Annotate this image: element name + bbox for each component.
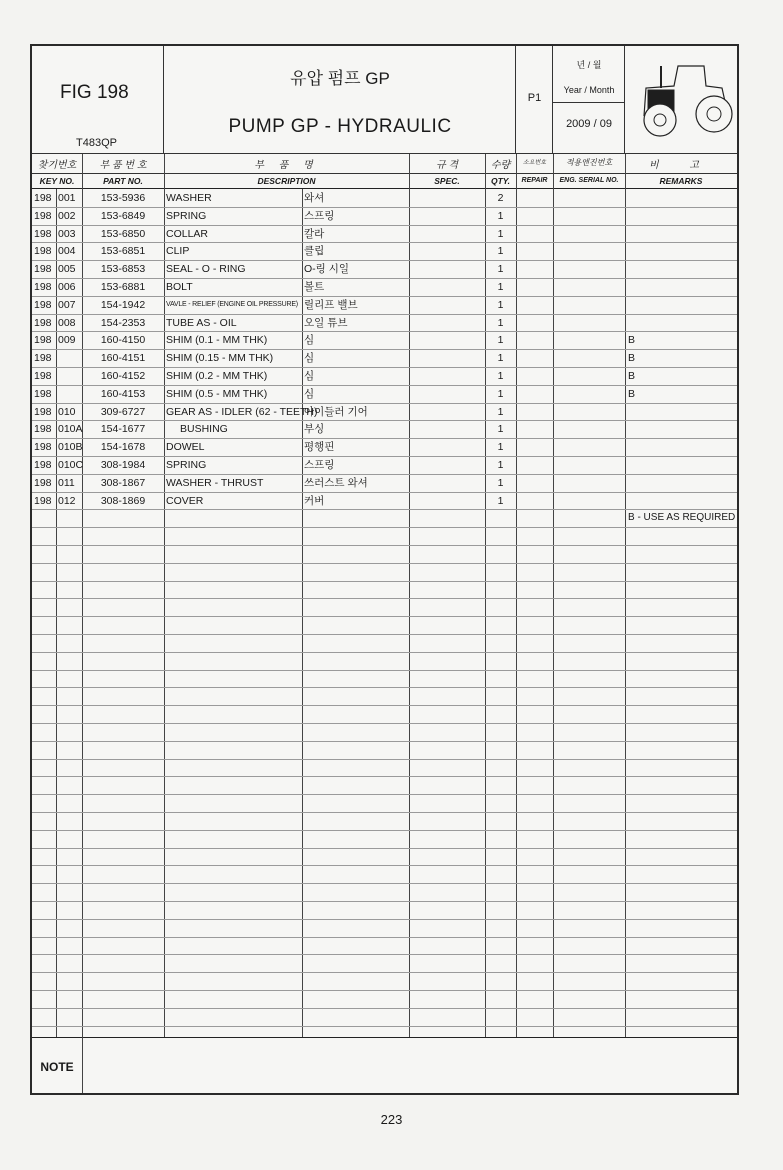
row-fig-number: 198	[34, 281, 52, 293]
col-part-kr: 부 품 번 호	[99, 160, 147, 171]
row-fig-number: 198	[34, 477, 52, 489]
row-fig-number: 198	[34, 245, 52, 257]
row-key-number: 009	[58, 334, 76, 346]
row-description: SHIM (0.1 - MM THK)	[166, 334, 268, 346]
row-key-number: 003	[58, 228, 76, 240]
row-part-number: 308-1867	[100, 477, 146, 489]
col-serial-kr: 적용엔진번호	[565, 158, 613, 167]
row-remark: B	[628, 352, 636, 364]
note-label: NOTE	[40, 1060, 74, 1074]
page-number: 223	[380, 1112, 403, 1127]
row-remark: B	[628, 370, 636, 382]
tractor-icon	[634, 58, 734, 140]
row-key-number: 005	[58, 263, 76, 275]
row-part-number: 154-2353	[100, 317, 146, 329]
row-description: VAVLE - RELIEF (ENGINE OIL PRESSURE)	[166, 301, 298, 308]
row-key-number: 010A	[58, 423, 83, 435]
row-part-number: 308-1869	[100, 495, 146, 507]
row-description: SHIM (0.2 - MM THK)	[166, 370, 268, 382]
col-part-en: PART NO.	[103, 176, 143, 186]
col-remarks-en: REMARKS	[659, 176, 703, 186]
row-description: BUSHING	[180, 423, 228, 435]
row-quantity: 2	[497, 192, 504, 204]
col-desc-kr: 부 품 명	[254, 160, 319, 171]
row-key-number: 002	[58, 210, 76, 222]
row-korean-name: 클립	[304, 245, 325, 257]
col-qty-kr: 수량	[490, 160, 511, 171]
row-fig-number: 198	[34, 388, 52, 400]
row-quantity: 1	[497, 228, 504, 240]
row-fig-number: 198	[34, 423, 52, 435]
row-quantity: 1	[497, 352, 504, 364]
row-part-number: 160-4153	[100, 388, 146, 400]
row-part-number: 308-1984	[100, 459, 146, 471]
row-remark: B	[628, 334, 636, 346]
row-key-number: 012	[58, 495, 76, 507]
col-repair-en: REPAIR	[521, 177, 548, 184]
row-fig-number: 198	[34, 210, 52, 222]
row-description: BOLT	[166, 281, 193, 293]
row-korean-name: 스프링	[304, 210, 335, 222]
row-korean-name: 칼라	[304, 228, 325, 240]
row-korean-name: O-링 시일	[304, 263, 350, 275]
row-fig-number: 198	[34, 406, 52, 418]
col-qty-en: QTY.	[490, 176, 511, 186]
row-remark: B - USE AS REQUIRED	[628, 512, 736, 523]
row-part-number: 153-6849	[100, 210, 146, 222]
row-description: CLIP	[166, 245, 190, 257]
row-korean-name: 심	[304, 370, 315, 382]
row-korean-name: 오일 튜브	[304, 317, 348, 329]
row-part-number: 154-1677	[100, 423, 146, 435]
col-spec-kr: 규 격	[435, 160, 459, 171]
year-month-kr: 년 / 월	[576, 60, 602, 70]
row-part-number: 154-1678	[100, 441, 146, 453]
col-serial-en: ENG. SERIAL NO.	[559, 177, 619, 184]
row-description: WASHER - THRUST	[166, 477, 264, 489]
row-description: GEAR AS - IDLER (62 - TEETH)	[166, 406, 318, 418]
row-fig-number: 198	[34, 263, 52, 275]
fig-label: FIG 198	[60, 82, 129, 103]
row-quantity: 1	[497, 210, 504, 222]
row-fig-number: 198	[34, 495, 52, 507]
row-quantity: 1	[497, 495, 504, 507]
row-korean-name: 심	[304, 388, 315, 400]
row-key-number: 010B	[58, 441, 83, 453]
row-key-number: 008	[58, 317, 76, 329]
row-part-number: 153-6853	[100, 263, 146, 275]
row-quantity: 1	[497, 388, 504, 400]
row-korean-name: 스프링	[304, 459, 335, 471]
row-key-number: 004	[58, 245, 76, 257]
row-fig-number: 198	[34, 334, 52, 346]
row-fig-number: 198	[34, 370, 52, 382]
row-fig-number: 198	[34, 441, 52, 453]
row-korean-name: 쓰러스트 와셔	[304, 477, 368, 489]
row-part-number: 309-6727	[100, 406, 146, 418]
col-desc-en: DESCRIPTION	[257, 176, 316, 186]
row-description: SPRING	[166, 459, 207, 471]
row-quantity: 1	[497, 459, 504, 471]
row-remark: B	[628, 388, 636, 400]
row-description: TUBE AS - OIL	[166, 317, 237, 329]
year-month-en: Year / Month	[563, 85, 615, 95]
row-korean-name: 아이들러 기어	[304, 406, 368, 418]
row-quantity: 1	[497, 281, 504, 293]
row-description: WASHER	[166, 192, 212, 204]
row-quantity: 1	[497, 406, 504, 418]
row-part-number: 153-6850	[100, 228, 146, 240]
row-quantity: 1	[497, 299, 504, 311]
row-description: SHIM (0.15 - MM THK)	[166, 352, 274, 364]
row-description: SHIM (0.5 - MM THK)	[166, 388, 268, 400]
row-fig-number: 198	[34, 299, 52, 311]
row-key-number: 007	[58, 299, 76, 311]
row-quantity: 1	[497, 317, 504, 329]
row-quantity: 1	[497, 441, 504, 453]
row-part-number: 153-5936	[100, 192, 146, 204]
row-quantity: 1	[497, 334, 504, 346]
row-key-number: 011	[58, 477, 75, 489]
year-month-value: 2009 / 09	[566, 118, 612, 130]
row-fig-number: 198	[34, 192, 52, 204]
row-description: DOWEL	[166, 441, 205, 453]
row-part-number: 160-4152	[100, 370, 146, 382]
title-korean: 유압 펌프 GP	[290, 69, 390, 88]
row-key-number: 010	[58, 406, 76, 418]
row-quantity: 1	[497, 477, 504, 489]
row-description: COLLAR	[166, 228, 209, 240]
row-fig-number: 198	[34, 459, 52, 471]
col-key-kr: 찾기번호	[37, 160, 77, 171]
row-korean-name: 부싱	[304, 423, 325, 435]
col-key-en: KEY NO.	[39, 176, 75, 186]
row-korean-name: 와셔	[304, 192, 325, 204]
col-spec-en: SPEC.	[434, 176, 460, 186]
col-repair-kr: 소요번호	[522, 160, 547, 166]
row-fig-number: 198	[34, 317, 52, 329]
title-english: PUMP GP - HYDRAULIC	[228, 116, 452, 137]
model-code: T483QP	[76, 137, 117, 149]
parts-list-sheet	[30, 44, 739, 1095]
row-key-number: 010C	[58, 459, 84, 471]
row-part-number: 153-6851	[100, 245, 146, 257]
row-fig-number: 198	[34, 228, 52, 240]
row-description: SEAL - O - RING	[166, 263, 246, 275]
row-part-number: 154-1942	[100, 299, 146, 311]
row-korean-name: 릴리프 밸브	[304, 299, 358, 311]
row-description: COVER	[166, 495, 204, 507]
row-key-number: 006	[58, 281, 76, 293]
row-key-number: 001	[58, 192, 76, 204]
row-quantity: 1	[497, 423, 504, 435]
row-part-number: 160-4150	[100, 334, 146, 346]
col-remarks-kr: 비 고	[648, 160, 714, 171]
row-part-number: 160-4151	[100, 352, 146, 364]
row-korean-name: 평행핀	[304, 441, 335, 453]
row-quantity: 1	[497, 370, 504, 382]
row-fig-number: 198	[34, 352, 52, 364]
page-code: P1	[527, 92, 542, 104]
row-quantity: 1	[497, 263, 504, 275]
row-korean-name: 커버	[304, 495, 325, 507]
row-quantity: 1	[497, 245, 504, 257]
row-part-number: 153-6881	[100, 281, 146, 293]
row-korean-name: 심	[304, 352, 315, 364]
row-description: SPRING	[166, 210, 207, 222]
row-korean-name: 볼트	[304, 281, 325, 293]
row-korean-name: 심	[304, 334, 315, 346]
